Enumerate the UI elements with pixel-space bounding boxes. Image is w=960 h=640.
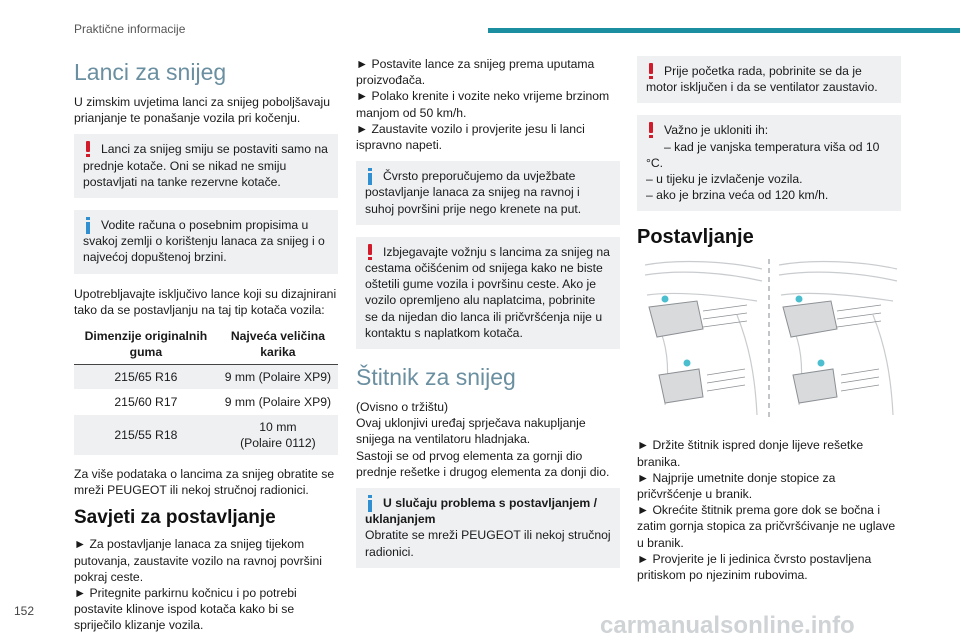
table-header: Najveća veličina karika bbox=[218, 324, 338, 365]
section-title-snow-chains: Lanci za snijeg bbox=[74, 59, 227, 85]
info-box bbox=[356, 488, 620, 568]
warning-text: Izbjegavajte vožnju s lancima za snijeg na cestama očišćenim od snijega kako ne biste oštetili gume vozila i površinu ceste. Ako je vozilo opremljeno alu naplatcima, pobrinite se da nijedan dio lanca ili pričvršćenja nije u kontaktu s naplatkom kotača. bbox=[365, 244, 610, 340]
step-text: ► Polako krenite i vozite neko vrijeme brzinom manjom od 50 km/h. bbox=[356, 89, 610, 120]
chains-text: Upotrebljavajte isključivo lance koji su dizajnirani tako da se postavljanju na taj tip kotača vozila: bbox=[74, 286, 337, 317]
warning-box bbox=[637, 115, 901, 211]
page-number: 152 bbox=[14, 604, 35, 618]
table-cell: 10 mm (Polaire 0112) bbox=[218, 415, 338, 456]
table-cell: 9 mm (Polaire XP9) bbox=[218, 365, 338, 390]
section-title-installation: Postavljanje bbox=[637, 226, 754, 249]
step-text: ► Držite štitnik ispred donje lijeve rešetke branika. bbox=[637, 438, 864, 469]
section-title-snow-screen: Štitnik za snijeg bbox=[356, 364, 516, 391]
table-cell: 215/60 R17 bbox=[74, 390, 218, 415]
chain-size-table bbox=[74, 324, 338, 456]
warning-icon bbox=[649, 63, 654, 78]
snow-screen-diagram bbox=[637, 255, 901, 425]
warning-text: Prije početka rada, pobrinite se da je motor isključen i da se ventilator zaustavio. bbox=[646, 64, 878, 95]
step-text: ► Za postavljanje lanaca za snijeg tijekom putovanja, zaustavite vozilo na ravnoj površini pokraj ceste. bbox=[74, 537, 322, 584]
table-cell: 215/55 R18 bbox=[74, 415, 218, 456]
info-title: U slučaju problema s postavljanjem / uklanjanjem bbox=[365, 496, 598, 527]
step-text: ► Najprije umetnite donje stopice za pričvršćenje u branik. bbox=[637, 470, 836, 502]
running-header: Praktične informacije bbox=[74, 22, 186, 36]
step-text: ► Zaustavite vozilo i provjerite jesu li lanci ispravno napeti. bbox=[356, 121, 585, 153]
warning-box bbox=[356, 237, 620, 349]
warning-box bbox=[74, 134, 338, 198]
step-text: ► Okrećite štitnik prema gore dok se bočna i zatim gornja stopica za pričvršćivanje ne uglave u branik. bbox=[637, 503, 896, 550]
warning-box bbox=[637, 56, 901, 103]
warning-icon bbox=[368, 244, 373, 259]
watermark: carmanualsonline.info bbox=[600, 612, 855, 639]
column-1 bbox=[74, 56, 338, 640]
step-text: ► Provjerite je li jedinica čvrsto postavljena pritiskom po njezinim rubovima. bbox=[637, 551, 872, 583]
table-row bbox=[74, 390, 338, 415]
info-text: Vodite računa o posebnim propisima u svakoj zemlji o korištenju lanaca za snijeg i o najvećoj dopuštenoj brzini. bbox=[83, 218, 325, 265]
table-cell: 9 mm (Polaire XP9) bbox=[218, 390, 338, 415]
info-icon bbox=[86, 217, 91, 234]
warning-list-item: – ako je brzina veća od 120 km/h. bbox=[646, 188, 829, 203]
step-text: ► Pritegnite parkirnu kočnicu i po potrebi postavite klinove ispod kotača kako bi se spriječilo klizanje vozila. bbox=[74, 586, 297, 633]
subtitle-installation-tips: Savjeti za postavljanje bbox=[74, 507, 276, 529]
table-row bbox=[74, 365, 338, 390]
warning-list-item: – kad je vanjska temperatura viša od 10 °C. bbox=[646, 139, 880, 170]
description-text: Sastoji se od prvog elementa za gornji dio prednje rešetke i drugog elementa za donji dio. bbox=[356, 448, 610, 479]
warning-text: Lanci za snijeg smiju se postaviti samo na prednje kotače. Oni se nikad ne smiju postavljati na tanke rezervne kotače. bbox=[83, 142, 328, 189]
warning-icon bbox=[86, 141, 91, 156]
step-text: ► Postavite lance za snijeg prema uputama proizvođača. bbox=[356, 57, 595, 88]
info-box bbox=[74, 210, 338, 274]
info-box bbox=[356, 161, 620, 225]
column-2 bbox=[356, 56, 620, 580]
description-text: Ovaj uklonjivi uređaj sprječava nakupljanje snijega na ventilatoru hladnjaka. bbox=[356, 416, 586, 447]
optional-text: (Ovisno o tržištu) bbox=[356, 400, 449, 415]
warning-list-item: – u tijeku je izvlačenje vozila. bbox=[646, 172, 803, 187]
header-accent-bar bbox=[488, 28, 960, 33]
intro-text: U zimskim uvjetima lanci za snijeg poboljšavaju prianjanje te ponašanje vozila pri kočenju. bbox=[74, 95, 331, 126]
table-header: Dimenzije originalnih guma bbox=[74, 324, 218, 365]
table-cell: 215/65 R16 bbox=[74, 365, 218, 390]
table-row bbox=[74, 415, 338, 456]
warning-text: Važno je ukloniti ih: bbox=[664, 123, 769, 138]
more-info-text: Za više podataka o lancima za snijeg obratite se mreži PEUGEOT ili nekoj stručnoj radionici. bbox=[74, 467, 335, 498]
installation-illustration bbox=[637, 255, 901, 425]
info-icon bbox=[368, 168, 373, 185]
info-text: Obratite se mreži PEUGEOT ili nekoj stručnoj radionici. bbox=[365, 528, 611, 559]
warning-icon bbox=[649, 122, 654, 137]
column-3 bbox=[637, 56, 901, 589]
info-icon bbox=[368, 495, 373, 512]
info-text: Čvrsto preporučujemo da uvježbate postavljanje lanaca za snijeg na ravnoj i suhoj površini prije nego krenete na put. bbox=[365, 169, 582, 216]
